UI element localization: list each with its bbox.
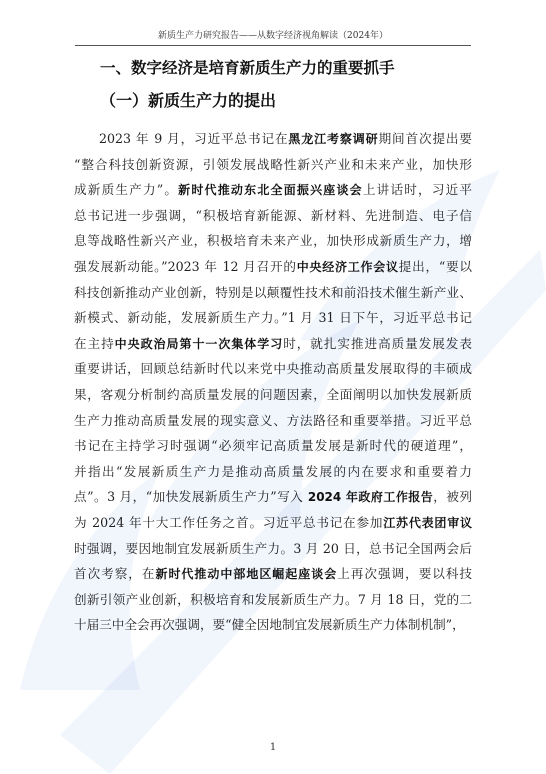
text-line (74, 536, 472, 562)
text-line (74, 331, 472, 357)
text-line (74, 561, 472, 587)
text-run: 果，客观分析制约高质量发展的问题因素，全面阐明以加快发展新质 (74, 386, 472, 402)
text-line (74, 177, 472, 203)
subsection-heading: （一）新质生产力的提出 (100, 91, 277, 110)
text-run: 总书记进一步强调，“积极培育新能源、新材料、先进制造、电子信 (74, 207, 472, 223)
bold-phrase: 新时代推动东北全面振兴座谈会 (178, 183, 363, 198)
text-run: 科技创新推动产业创新，特别是以颠覆性技术和前沿技术催生新产业、 (74, 284, 472, 300)
section-heading: 一、数字经济是培育新质生产力的重要抓手 (100, 59, 395, 77)
bold-phrase: 中央经济工作会议 (296, 259, 399, 274)
body-paragraph (74, 126, 472, 638)
text-run: 时，就扎实推进高质量发展发表 (283, 335, 472, 351)
text-line (74, 433, 472, 459)
text-run: 新模式、新动能，发展新质生产力。”1 月 31 日下午，习近平总书记 (74, 310, 472, 326)
text-line (74, 280, 472, 306)
text-run: 2023 年 9 月，习近平总书记在 (99, 131, 289, 146)
text-line (74, 459, 472, 485)
text-run: 书记在主持学习时强调“必须牢记高质量发展是新时代的硬道理”， (74, 438, 472, 454)
text-run: ，被列 (433, 489, 472, 505)
bold-phrase: 江苏代表团审议 (383, 515, 472, 530)
text-line (74, 510, 472, 536)
text-run: 上讲话时，习近平 (362, 182, 472, 198)
bold-phrase: 新时代推动中部地区崛起座谈会 (155, 567, 338, 582)
text-run: 期间首次提出要 (378, 131, 472, 146)
text-line (74, 126, 472, 152)
text-run: 提出，“要以 (398, 258, 472, 274)
text-line (74, 254, 472, 280)
text-line (74, 356, 472, 382)
text-run: 时强调，要因地制宜发展新质生产力。3 月 20 日，总书记全国两会后 (74, 540, 472, 556)
text-run: 并指出“发展新质生产力是推动高质量发展的内在要求和重要着力 (74, 463, 472, 479)
running-header: 新质生产力研究报告——从数字经济视角解读（2024年） (75, 30, 471, 46)
text-line (74, 152, 472, 178)
page-number: 1 (269, 742, 277, 753)
text-line (74, 203, 472, 229)
bold-phrase: 黑龙江考察调研 (288, 132, 379, 146)
text-run: 创新引领产业创新，积极培育和发展新质生产力。7 月 18 日，党的二 (74, 591, 472, 607)
text-run: 上再次强调，要以科技 (337, 566, 472, 582)
text-run: 点”。3 月，“加快发展新质生产力”写入 (74, 489, 308, 505)
text-run: 十届三中全会再次强调，要“健全因地制宜发展新质生产力体制机制”， (74, 617, 465, 633)
text-run: 生产力推动高质量发展的现实意义、方法路径和重要举措。习近平总 (74, 412, 472, 428)
text-run: 强发展新动能。”2023 年 12 月召开的 (74, 258, 297, 274)
text-run: 为 2024 年十大工作任务之首。习近平总书记在参加 (74, 514, 384, 530)
text-run: 息等战略性新兴产业，积极培育未来产业，加快形成新质生产力，增 (74, 233, 472, 249)
text-run: “整合科技创新资源，引领发展战略性新兴产业和未来产业，加快形 (74, 156, 472, 172)
text-line (74, 612, 472, 638)
bold-phrase: 中央政治局第十一次集体学习 (114, 336, 284, 351)
text-line (74, 228, 472, 254)
text-run: 首次考察，在 (74, 566, 156, 582)
text-line (74, 305, 472, 331)
text-line (74, 408, 472, 434)
text-line (74, 587, 472, 613)
text-run: 成新质生产力”。 (74, 182, 179, 198)
text-run: 在主持 (74, 335, 115, 351)
text-line (74, 484, 472, 510)
text-line (74, 382, 472, 408)
bold-phrase: 2024 年政府工作报告 (307, 490, 434, 505)
text-run: 重要讲话，回顾总结新时代以来党中央推动高质量发展取得的丰硕成 (74, 361, 472, 377)
